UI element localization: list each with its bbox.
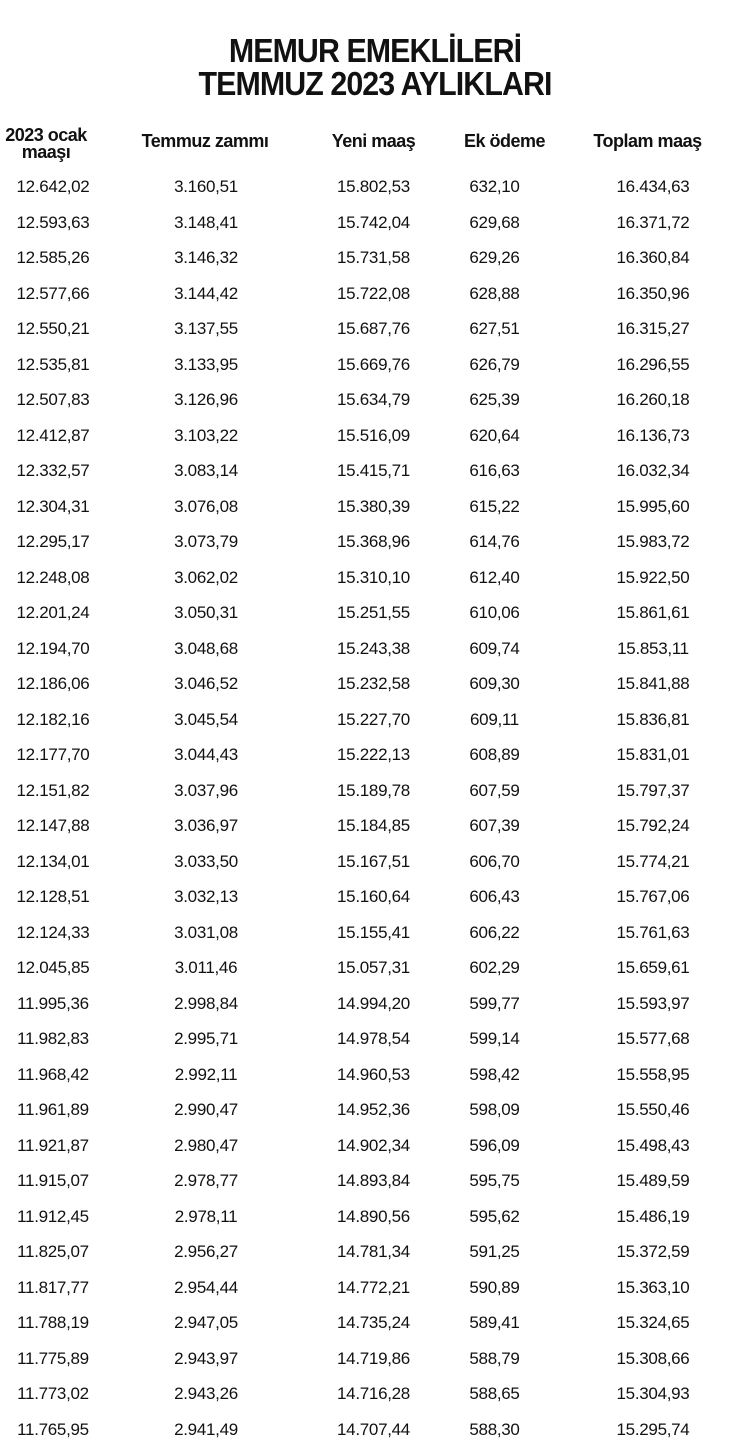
january-salary-cell: 11.982,83	[17, 1029, 89, 1048]
extra-payment-cell: 588,79	[469, 1348, 520, 1368]
july-raise-cell: 3.033,50	[174, 851, 238, 871]
january-salary-cell: 12.128,51	[16, 887, 90, 906]
extra-payment-cell: 608,89	[469, 745, 520, 764]
new-salary-cell: 14.735,24	[337, 1313, 410, 1332]
table-row	[0, 950, 750, 986]
january-salary-cell: 11.775,89	[17, 1348, 89, 1368]
table-row	[0, 169, 750, 205]
july-raise-cell: 2.947,05	[174, 1313, 238, 1332]
extra-payment-cell: 609,74	[469, 638, 520, 658]
extra-payment-cell: 599,14	[469, 1029, 520, 1048]
new-salary-cell: 15.232,58	[337, 674, 410, 693]
total-salary-cell: 15.922,50	[616, 567, 690, 587]
january-salary-cell: 11.788,19	[17, 1313, 89, 1332]
new-salary-cell: 15.669,76	[337, 354, 410, 374]
table-header	[0, 127, 750, 171]
total-salary-cell: 16.032,34	[616, 461, 690, 480]
table-row	[0, 1057, 750, 1093]
july-raise-cell: 3.160,51	[174, 177, 238, 196]
new-salary-cell: 14.890,56	[337, 1206, 410, 1226]
july-raise-cell: 3.083,14	[174, 461, 238, 480]
table-row	[0, 1163, 750, 1199]
total-salary-cell: 15.767,06	[616, 887, 690, 906]
new-salary-cell: 15.167,51	[337, 851, 410, 871]
new-salary-cell: 15.415,71	[337, 461, 410, 480]
january-salary-cell: 12.134,01	[16, 851, 90, 871]
table-row	[0, 276, 750, 312]
table-row	[0, 418, 750, 454]
total-salary-cell: 16.371,72	[616, 212, 690, 232]
extra-payment-cell: 632,10	[469, 177, 520, 196]
january-salary-cell: 12.045,85	[16, 958, 90, 977]
new-salary-cell: 15.731,58	[337, 248, 410, 267]
july-raise-cell: 3.144,42	[174, 283, 238, 303]
total-salary-cell: 15.831,01	[616, 745, 690, 764]
january-salary-cell: 12.535,81	[16, 354, 90, 374]
january-salary-cell: 12.186,06	[16, 674, 90, 693]
column-header-january-salary	[0, 127, 92, 161]
july-raise-cell: 3.031,08	[174, 922, 238, 942]
title-line-2: TEMMUZ 2023 AYLIKLARI	[198, 65, 552, 102]
july-raise-cell: 2.998,84	[174, 993, 238, 1013]
july-raise-cell: 3.073,79	[174, 532, 238, 551]
new-salary-cell: 15.251,55	[337, 603, 410, 622]
new-salary-cell: 15.802,53	[337, 177, 410, 196]
extra-payment-cell: 596,09	[469, 1135, 520, 1155]
total-salary-cell: 15.659,61	[616, 958, 690, 977]
july-raise-cell: 2.978,11	[174, 1206, 238, 1226]
january-salary-cell: 12.304,31	[16, 496, 90, 516]
table-row	[0, 205, 750, 241]
table-row	[0, 1341, 750, 1377]
july-raise-cell: 3.148,41	[174, 212, 238, 232]
total-salary-cell: 15.761,63	[616, 922, 690, 942]
january-salary-cell: 11.817,77	[17, 1277, 89, 1297]
total-salary-cell: 15.295,74	[616, 1419, 690, 1439]
column-header-extra-payment: Ek ödeme	[463, 131, 546, 151]
new-salary-cell: 14.952,36	[337, 1100, 410, 1119]
january-salary-cell: 12.194,70	[16, 638, 90, 658]
january-salary-cell: 12.295,17	[16, 532, 90, 551]
extra-payment-cell: 627,51	[469, 319, 520, 338]
extra-payment-cell: 588,30	[469, 1419, 520, 1439]
table-row	[0, 1412, 750, 1447]
total-salary-cell: 15.372,59	[616, 1242, 690, 1261]
extra-payment-cell: 590,89	[469, 1277, 520, 1297]
new-salary-cell: 15.184,85	[337, 816, 410, 835]
july-raise-cell: 3.126,96	[174, 390, 238, 409]
table-row	[0, 595, 750, 631]
july-raise-cell: 3.037,96	[174, 780, 238, 800]
january-salary-cell: 12.147,88	[16, 816, 90, 835]
extra-payment-cell: 609,11	[470, 709, 519, 729]
extra-payment-cell: 595,62	[469, 1206, 520, 1226]
table-row	[0, 1234, 750, 1270]
new-salary-cell: 14.716,28	[337, 1384, 410, 1403]
total-salary-cell: 16.260,18	[616, 390, 690, 409]
total-salary-cell: 15.486,19	[616, 1206, 690, 1226]
july-raise-cell: 3.046,52	[174, 674, 238, 693]
july-raise-cell: 2.978,77	[174, 1171, 238, 1190]
extra-payment-cell: 599,77	[469, 993, 520, 1013]
extra-payment-cell: 606,22	[469, 922, 520, 942]
new-salary-cell: 15.368,96	[337, 532, 410, 551]
table-row	[0, 560, 750, 596]
new-salary-cell: 15.380,39	[337, 496, 410, 516]
july-raise-cell: 2.941,49	[174, 1419, 238, 1439]
total-salary-cell: 15.498,43	[616, 1135, 690, 1155]
column-header-total-salary: Toplam maaş	[593, 131, 702, 151]
total-salary-cell: 15.774,21	[616, 851, 690, 871]
total-salary-cell: 16.360,84	[616, 248, 690, 267]
table-row	[0, 844, 750, 880]
total-salary-cell: 15.363,10	[616, 1277, 690, 1297]
table-row	[0, 1376, 750, 1412]
january-salary-cell: 12.182,16	[16, 709, 90, 729]
july-raise-cell: 2.943,97	[174, 1348, 238, 1368]
january-salary-cell: 11.915,07	[17, 1171, 89, 1190]
table-row	[0, 808, 750, 844]
july-raise-cell: 3.146,32	[174, 248, 238, 267]
table-row	[0, 311, 750, 347]
table-row	[0, 489, 750, 525]
total-salary-cell: 16.350,96	[616, 283, 690, 303]
extra-payment-cell: 629,26	[469, 248, 520, 267]
total-salary-cell: 16.296,55	[616, 354, 690, 374]
table-row	[0, 1128, 750, 1164]
january-salary-cell: 12.124,33	[16, 922, 90, 942]
table-row	[0, 879, 750, 915]
january-salary-cell: 12.151,82	[16, 780, 90, 800]
july-raise-cell: 3.076,08	[174, 496, 238, 516]
january-salary-cell: 12.332,57	[16, 461, 90, 480]
table-row	[0, 382, 750, 418]
table-row	[0, 1270, 750, 1306]
column-header-july-raise: Temmuz zammı	[141, 131, 269, 151]
new-salary-cell: 15.155,41	[337, 922, 410, 942]
total-salary-cell: 16.315,27	[616, 319, 690, 338]
july-raise-cell: 3.044,43	[174, 745, 238, 764]
total-salary-cell: 15.797,37	[616, 780, 690, 800]
table-row	[0, 666, 750, 702]
july-raise-cell: 3.032,13	[174, 887, 238, 906]
january-salary-cell: 11.765,95	[17, 1419, 89, 1439]
new-salary-cell: 14.994,20	[337, 993, 410, 1013]
new-salary-cell: 15.516,09	[337, 425, 410, 445]
table-row	[0, 1021, 750, 1057]
total-salary-cell: 15.861,61	[616, 603, 690, 622]
title-line-1: MEMUR EMEKLİLERİ	[228, 32, 522, 69]
total-salary-cell: 15.841,88	[616, 674, 690, 693]
extra-payment-cell: 616,63	[469, 461, 520, 480]
extra-payment-cell: 607,59	[469, 780, 520, 800]
total-salary-cell: 15.995,60	[616, 496, 690, 516]
table-row	[0, 915, 750, 951]
extra-payment-cell: 626,79	[469, 354, 520, 374]
january-salary-cell: 11.995,36	[17, 993, 89, 1013]
table-row	[0, 524, 750, 560]
new-salary-cell: 15.310,10	[337, 567, 410, 587]
total-salary-cell: 15.593,97	[616, 993, 690, 1013]
january-salary-cell: 12.593,63	[16, 212, 90, 232]
column-header-new-salary: Yeni maaş	[331, 131, 416, 151]
july-raise-cell: 3.103,22	[174, 425, 238, 445]
extra-payment-cell: 606,70	[469, 851, 520, 871]
july-raise-cell: 2.992,11	[174, 1064, 238, 1084]
january-salary-cell: 12.177,70	[16, 745, 90, 764]
total-salary-cell: 15.550,46	[616, 1100, 690, 1119]
july-raise-cell: 3.050,31	[174, 603, 238, 622]
extra-payment-cell: 595,75	[469, 1171, 520, 1190]
january-salary-cell: 11.968,42	[17, 1064, 89, 1084]
new-salary-cell: 14.902,34	[337, 1135, 410, 1155]
january-salary-cell: 11.825,07	[17, 1242, 89, 1261]
new-salary-cell: 15.160,64	[337, 887, 410, 906]
july-raise-cell: 2.990,47	[174, 1100, 238, 1119]
extra-payment-cell: 607,39	[469, 816, 520, 835]
extra-payment-cell: 612,40	[469, 567, 520, 587]
january-salary-cell: 12.585,26	[16, 248, 90, 267]
new-salary-cell: 15.057,31	[337, 958, 410, 977]
table-row	[0, 737, 750, 773]
total-salary-cell: 15.853,11	[617, 638, 689, 658]
july-raise-cell: 3.137,55	[174, 319, 238, 338]
table-row	[0, 347, 750, 383]
total-salary-cell: 16.136,73	[616, 425, 690, 445]
new-salary-cell: 15.634,79	[337, 390, 410, 409]
january-salary-cell: 12.201,24	[16, 603, 90, 622]
new-salary-cell: 14.781,34	[337, 1242, 410, 1261]
extra-payment-cell: 628,88	[469, 283, 520, 303]
january-salary-cell: 12.248,08	[16, 567, 90, 587]
january-salary-cell: 11.921,87	[17, 1135, 89, 1155]
table-row	[0, 1092, 750, 1128]
total-salary-cell: 15.489,59	[616, 1171, 690, 1190]
new-salary-cell: 15.227,70	[337, 709, 410, 729]
table-row	[0, 773, 750, 809]
january-salary-cell: 11.773,02	[17, 1384, 89, 1403]
new-salary-cell: 15.222,13	[337, 745, 410, 764]
extra-payment-cell: 629,68	[469, 212, 520, 232]
total-salary-cell: 15.558,95	[616, 1064, 690, 1084]
total-salary-cell: 15.792,24	[616, 816, 690, 835]
table-row	[0, 1199, 750, 1235]
column-header-january-salary-line-1: 2023 ocak	[5, 125, 87, 145]
total-salary-cell: 15.983,72	[616, 532, 690, 551]
new-salary-cell: 14.978,54	[337, 1029, 410, 1048]
extra-payment-cell: 598,42	[469, 1064, 520, 1084]
new-salary-cell: 14.707,44	[337, 1419, 410, 1439]
extra-payment-cell: 598,09	[469, 1100, 520, 1119]
january-salary-cell: 12.642,02	[16, 177, 90, 196]
total-salary-cell: 15.304,93	[616, 1384, 690, 1403]
table-row	[0, 240, 750, 276]
january-salary-cell: 12.550,21	[16, 319, 90, 338]
total-salary-cell: 15.577,68	[616, 1029, 690, 1048]
total-salary-cell: 15.324,65	[616, 1313, 690, 1332]
july-raise-cell: 2.943,26	[174, 1384, 238, 1403]
new-salary-cell: 15.243,38	[337, 638, 410, 658]
new-salary-cell: 15.742,04	[337, 212, 410, 232]
july-raise-cell: 3.011,46	[174, 958, 238, 977]
table-row	[0, 1305, 750, 1341]
table-row	[0, 631, 750, 667]
extra-payment-cell: 615,22	[469, 496, 520, 516]
july-raise-cell: 3.045,54	[174, 709, 238, 729]
july-raise-cell: 2.995,71	[174, 1029, 238, 1048]
july-raise-cell: 3.048,68	[174, 638, 238, 658]
july-raise-cell: 2.954,44	[174, 1277, 238, 1297]
new-salary-cell: 15.722,08	[337, 283, 410, 303]
table-row	[0, 453, 750, 489]
table-body	[0, 169, 750, 1447]
new-salary-cell: 14.893,84	[337, 1171, 410, 1190]
january-salary-cell: 12.577,66	[16, 283, 90, 303]
page-title	[30, 34, 720, 100]
extra-payment-cell: 591,25	[469, 1242, 520, 1261]
new-salary-cell: 14.719,86	[337, 1348, 410, 1368]
extra-payment-cell: 620,64	[469, 425, 520, 445]
extra-payment-cell: 589,41	[469, 1313, 520, 1332]
extra-payment-cell: 614,76	[469, 532, 520, 551]
july-raise-cell: 2.956,27	[174, 1242, 238, 1261]
july-raise-cell: 2.980,47	[174, 1135, 238, 1155]
january-salary-cell: 12.507,83	[16, 390, 90, 409]
new-salary-cell: 15.189,78	[337, 780, 410, 800]
extra-payment-cell: 610,06	[469, 603, 520, 622]
new-salary-cell: 14.960,53	[337, 1064, 410, 1084]
total-salary-cell: 15.308,66	[616, 1348, 690, 1368]
total-salary-cell: 16.434,63	[616, 177, 690, 196]
july-raise-cell: 3.036,97	[174, 816, 238, 835]
column-header-january-salary-line-2: maaşı	[21, 142, 71, 162]
january-salary-cell: 11.912,45	[17, 1206, 89, 1226]
table-row	[0, 986, 750, 1022]
total-salary-cell: 15.836,81	[616, 709, 690, 729]
new-salary-cell: 15.687,76	[337, 319, 410, 338]
july-raise-cell: 3.133,95	[174, 354, 238, 374]
extra-payment-cell: 602,29	[469, 958, 520, 977]
extra-payment-cell: 588,65	[469, 1384, 520, 1403]
extra-payment-cell: 625,39	[469, 390, 520, 409]
january-salary-cell: 12.412,87	[16, 425, 90, 445]
extra-payment-cell: 606,43	[469, 887, 520, 906]
january-salary-cell: 11.961,89	[17, 1100, 89, 1119]
extra-payment-cell: 609,30	[469, 674, 520, 693]
new-salary-cell: 14.772,21	[337, 1277, 410, 1297]
table-row	[0, 702, 750, 738]
july-raise-cell: 3.062,02	[174, 567, 238, 587]
